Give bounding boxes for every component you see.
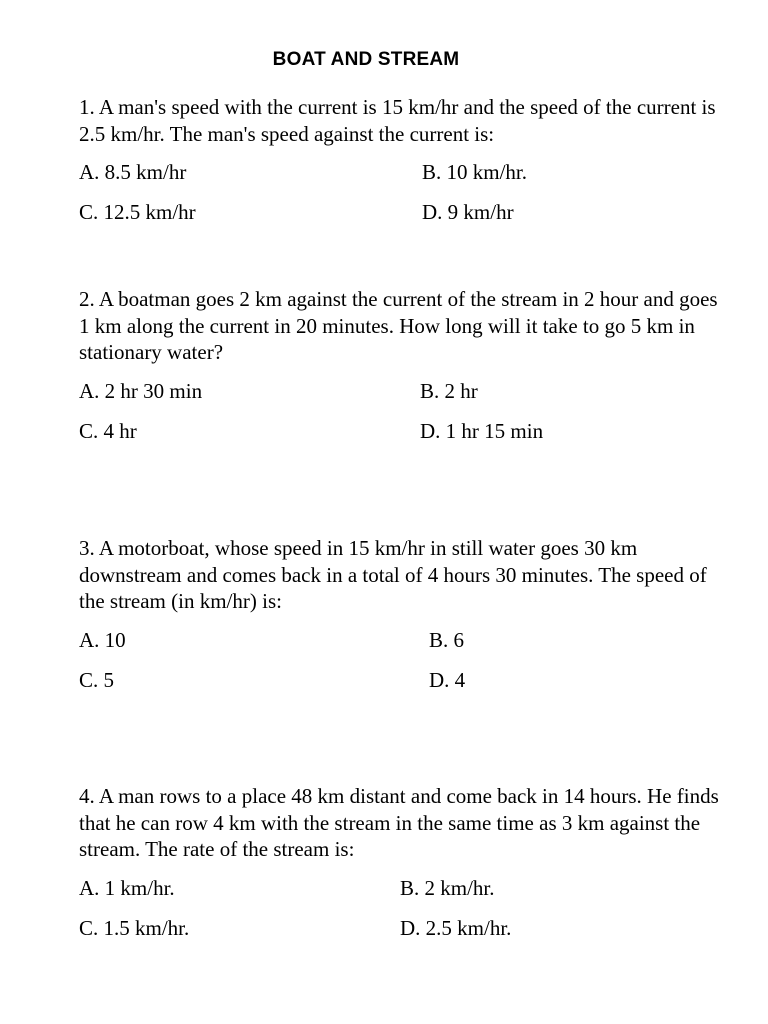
question-stem: 1. A man's speed with the current is 15 km/hr and the speed of the current is 2.5 km/hr. The man's speed against the current is: bbox=[79, 95, 716, 146]
question-2 bbox=[79, 286, 719, 458]
option-b: B. 6 bbox=[429, 627, 465, 652]
question-stem: 2. A boatman goes 2 km against the current of the stream in 2 hour and goes 1 km along the current in 20 minutes. How long will it take to go 5 km in stationary water? bbox=[79, 287, 718, 364]
option-a: A. 8.5 km/hr bbox=[79, 160, 187, 184]
option-c: C. 5 bbox=[79, 667, 115, 692]
option-b: B. 2 km/hr. bbox=[400, 875, 495, 900]
option-c: C. 12.5 km/hr bbox=[79, 200, 196, 224]
question-stem: 4. A man rows to a place 48 km distant and come back in 14 hours. He finds that he can row 4 km with the stream in the same time as 3 km against the stream. The rate of the stream is: bbox=[79, 784, 719, 861]
option-d: D. 9 km/hr bbox=[422, 200, 514, 224]
option-b: B. 10 km/hr. bbox=[422, 160, 528, 184]
option-d: D. 4 bbox=[429, 667, 466, 692]
option-a: A. 2 hr 30 min bbox=[79, 378, 203, 403]
option-d: D. 1 hr 15 min bbox=[420, 418, 544, 443]
question-3 bbox=[79, 535, 719, 707]
option-c: C. 1.5 km/hr. bbox=[79, 915, 190, 940]
question-stem: 3. A motorboat, whose speed in 15 km/hr in still water goes 30 km downstream and comes back in a total of 4 hours 30 minutes. The speed of the stream (in km/hr) is: bbox=[79, 536, 707, 613]
question-4 bbox=[79, 783, 719, 955]
answer-options bbox=[79, 875, 719, 955]
question-1 bbox=[79, 94, 719, 239]
answer-options bbox=[79, 627, 719, 707]
page-title: BOAT AND STREAM bbox=[272, 49, 460, 70]
option-d: D. 2.5 km/hr. bbox=[400, 915, 512, 940]
option-b: B. 2 hr bbox=[420, 378, 478, 403]
answer-options bbox=[79, 159, 719, 239]
option-c: C. 4 hr bbox=[79, 418, 137, 443]
answer-options bbox=[79, 378, 719, 458]
option-a: A. 1 km/hr. bbox=[79, 875, 175, 900]
option-a: A. 10 bbox=[79, 627, 126, 652]
